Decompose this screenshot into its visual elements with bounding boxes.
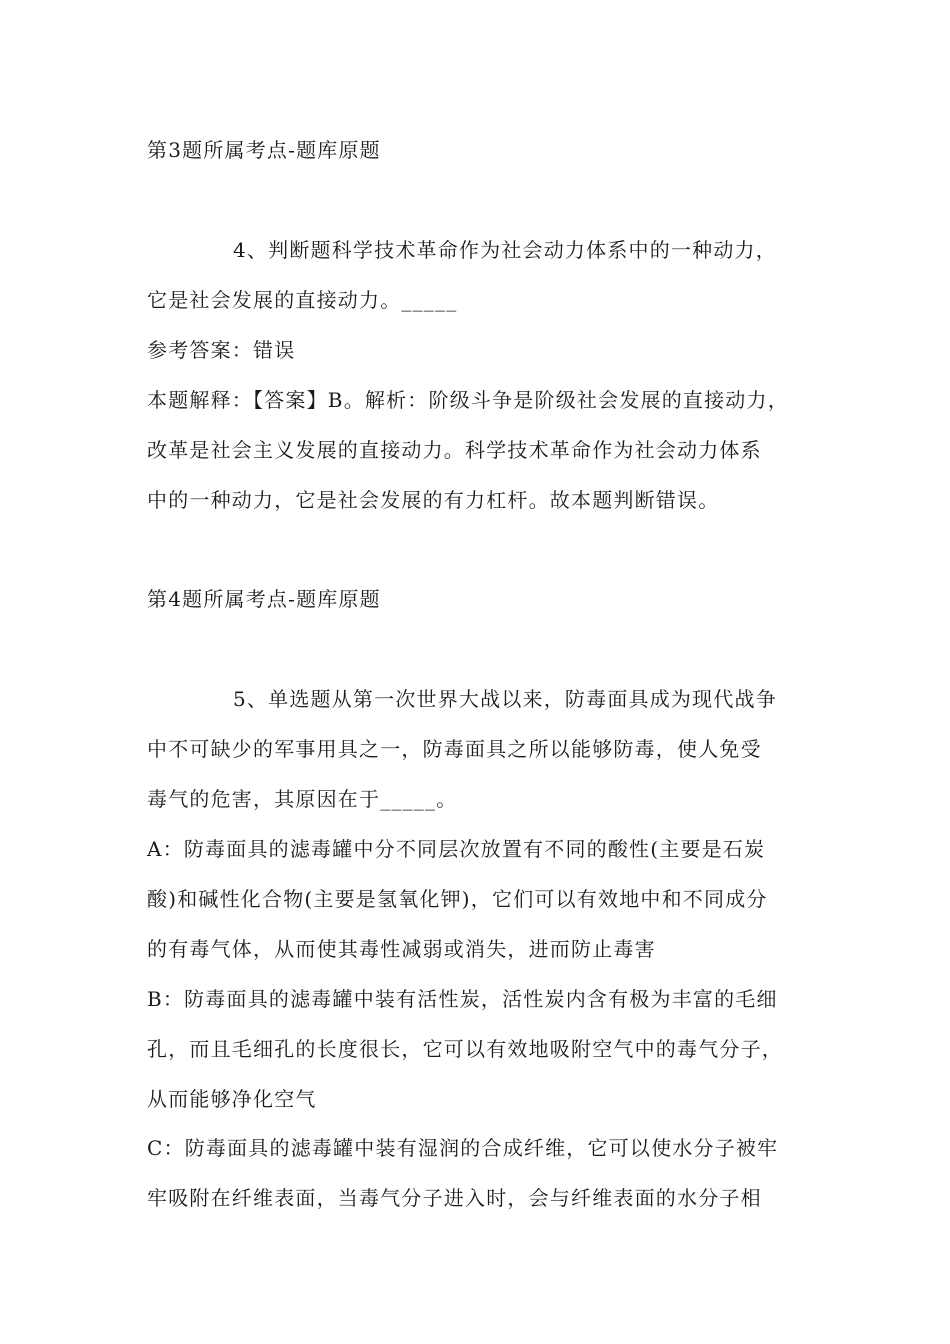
q5-option-b-line2: 孔，而且毛细孔的长度很长，它可以有效地吸附空气中的毒气分子， bbox=[147, 1037, 783, 1061]
q5-option-b-line3: 从而能够净化空气 bbox=[147, 1087, 317, 1111]
q5-option-c-line1: C：防毒面具的滤毒罐中装有湿润的合成纤维，它可以使水分子被牢 bbox=[147, 1136, 779, 1160]
q5-option-a-line2: 酸)和碱性化合物(主要是氢氧化钾)，它们可以有效地中和不同成分 bbox=[147, 887, 768, 911]
q5-option-a-line1: A：防毒面具的滤毒罐中分不同层次放置有不同的酸性(主要是石炭 bbox=[147, 837, 766, 861]
section-title-q4: 第4题所属考点-题库原题 bbox=[147, 587, 381, 611]
q4-explanation-line3: 中的一种动力，它是社会发展的有力杠杆。故本题判断错误。 bbox=[147, 488, 720, 512]
section-title-q3: 第3题所属考点-题库原题 bbox=[147, 138, 381, 162]
q5-question-line3: 毒气的危害，其原因在于_____。 bbox=[147, 787, 458, 811]
q4-question-line1: 4、判断题科学技术革命作为社会动力体系中的一种动力， bbox=[233, 238, 777, 262]
q5-question-line2: 中不可缺少的军事用具之一，防毒面具之所以能够防毒，使人免受 bbox=[147, 737, 762, 761]
q4-question-line2: 它是社会发展的直接动力。_____ bbox=[147, 288, 458, 312]
q5-option-b-line1: B：防毒面具的滤毒罐中装有活性炭，活性炭内含有极为丰富的毛细 bbox=[147, 987, 778, 1011]
q5-option-c-line2: 牢吸附在纤维表面，当毒气分子进入时，会与纤维表面的水分子相 bbox=[147, 1186, 762, 1210]
q5-question-line1: 5、单选题从第一次世界大战以来，防毒面具成为现代战争 bbox=[233, 687, 777, 711]
q4-explanation-line1: 本题解释：【答案】B。解析：阶级斗争是阶级社会发展的直接动力， bbox=[147, 388, 789, 412]
q4-explanation-line2: 改革是社会主义发展的直接动力。科学技术革命作为社会动力体系 bbox=[147, 438, 762, 462]
q5-option-a-line3: 的有毒气体，从而使其毒性减弱或消失，进而防止毒害 bbox=[147, 937, 656, 961]
q4-answer: 参考答案：错误 bbox=[147, 338, 296, 362]
